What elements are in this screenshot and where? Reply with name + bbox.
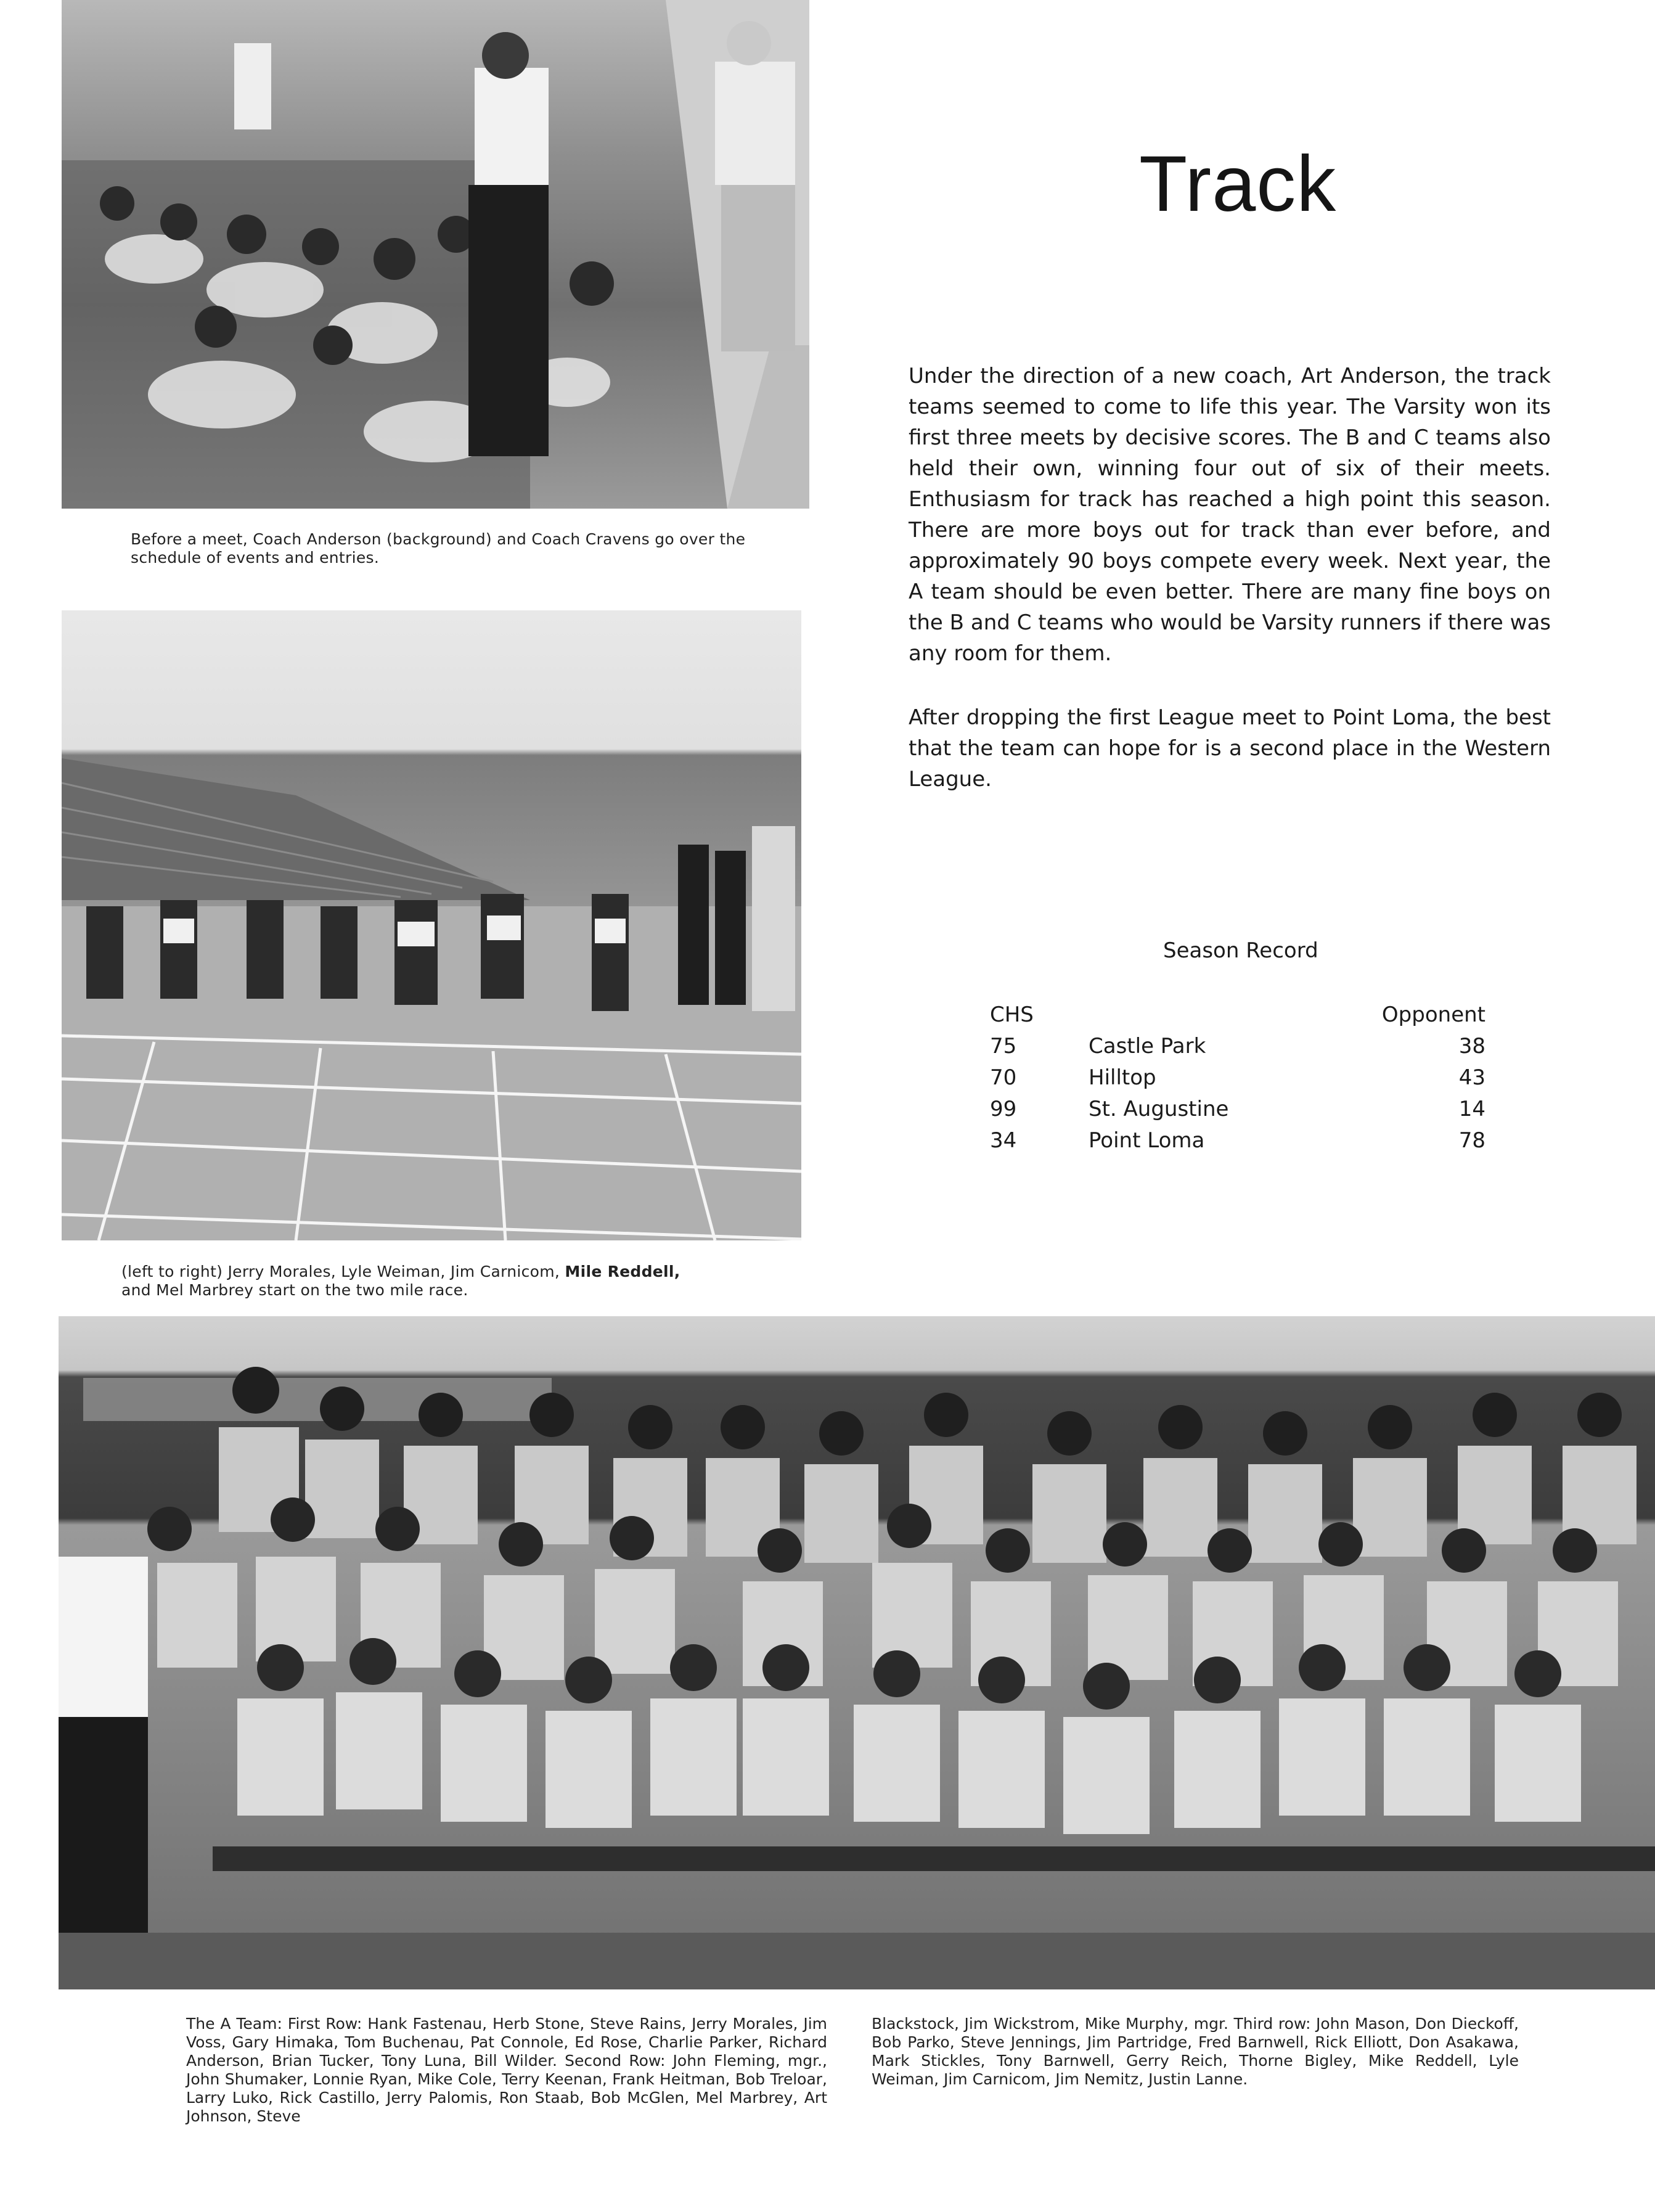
article-paragraph-2: After dropping the first League meet to Point Loma, the best that the team can hope for is a second place in the Western League.	[909, 705, 1551, 792]
table-row	[990, 1124, 1485, 1156]
season-record-table	[990, 999, 1485, 1156]
caption-race-start	[121, 1263, 799, 1300]
photo-team	[59, 1316, 1655, 1989]
header-spacer	[1089, 999, 1317, 1030]
table-row	[990, 1030, 1485, 1062]
caption-race-text: (left to right) Jerry Morales, Lyle Weiman, Jim Carnicom,	[121, 1263, 565, 1280]
caption-race-line2: and Mel Marbrey start on the two mile race.	[121, 1281, 468, 1299]
opponent-name: Castle Park	[1089, 1033, 1206, 1059]
page-title: Track	[1139, 140, 1337, 228]
team-caption-col1: The A Team: First Row: Hank Fastenau, Herb Stone, Steve Rains, Jerry Morales, Jim Voss, Gary Himaka, Tom Buchenau, Pat Connole, Ed Rose, Charlie Parker, Richard Anderson, Brian Tucker, Tony Luna, Bill Wilder. Second Row: John Fleming, mgr., John Shumaker, Lonnie Ryan, Mike Cole, Terry Keenan, Frank Heitman, Bob Treloar, Larry Luko, Rick Castillo, Jerry Palomis, Ron Staab, Bob McGlen, Mel Marbrey, Art Johnson, Steve	[186, 2015, 827, 2125]
caption-race-bold: Mile Reddell,	[565, 1263, 680, 1280]
chs-score: 99	[990, 1096, 1017, 1121]
header-opponent: Opponent	[1381, 1002, 1485, 1027]
chs-score: 70	[990, 1065, 1017, 1090]
opponent-name: Point Loma	[1089, 1128, 1205, 1153]
season-record-header	[990, 999, 1485, 1030]
opponent-name: Hilltop	[1089, 1065, 1156, 1090]
chs-score: 34	[990, 1128, 1017, 1153]
opponent-score: 43	[1458, 1065, 1485, 1090]
article-paragraph-1: Under the direction of a new coach, Art Anderson, the track teams seemed to come to life this year. The Varsity won its first three meets by decisive scores. The B and C teams also held their own, winning four out of six of their meets. Enthusiasm for track has reached a high point this season. There are more boys out for track than ever before, and approximately 90 boys compete every week. Next year, the A team should be even better. There are many fine boys on the B and C teams who would be Varsity runners if there was any room for them.	[909, 364, 1551, 666]
table-row	[990, 1093, 1485, 1124]
photo-coaches-meeting	[62, 0, 809, 509]
photo-race-start	[62, 610, 801, 1240]
opponent-name: St. Augustine	[1089, 1096, 1229, 1121]
chs-score: 75	[990, 1033, 1017, 1059]
team-caption-col2: Blackstock, Jim Wickstrom, Mike Murphy, mgr. Third row: John Mason, Don Dieckoff, Bob Parko, Steve Jennings, Jim Partridge, Fred Barnwell, Rick Elliott, Don Asakawa, Mark Stickles, Tony Barnwell, Gerry Reich, Thorne Bigley, Mike Reddell, Lyle Weiman, Jim Carnicom, Jim Nemitz, Justin Lanne.	[872, 2015, 1519, 2088]
opponent-score: 38	[1458, 1033, 1485, 1059]
header-chs: CHS	[990, 1002, 1034, 1027]
opponent-score: 78	[1458, 1128, 1485, 1153]
caption-coaches-meeting	[131, 530, 747, 567]
caption-text: Before a meet, Coach Anderson (background) and Coach Cravens go over the schedule of events and entries.	[131, 530, 746, 567]
table-row	[990, 1062, 1485, 1093]
season-record-title: Season Record	[1163, 938, 1318, 963]
opponent-score: 14	[1458, 1096, 1485, 1121]
